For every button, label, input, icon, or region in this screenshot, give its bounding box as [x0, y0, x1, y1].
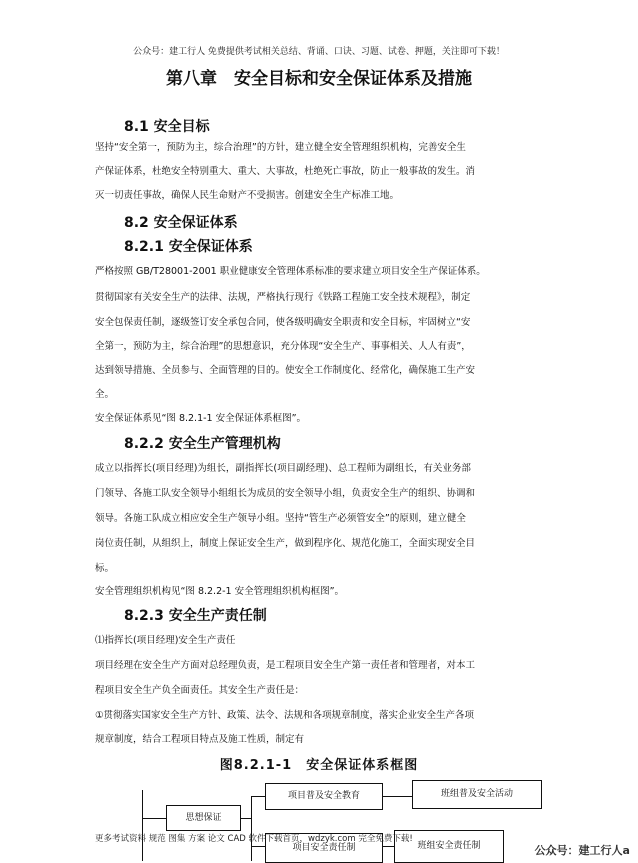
s822-line-1: 成立以指挥长(项目经理)为组长，副指挥长(项目副经理)、总工程师为副组长，有关业务部 [95, 463, 471, 474]
section-8-2-1-heading: 8.2.1 安全保证体系 [124, 239, 253, 255]
box-project-safety-education: 项目普及安全教育 [265, 783, 383, 810]
s822-line-4: 岗位责任制，从组织上，制度上保证安全生产，做到程序化、规范化施工，全面实现安全目 [95, 538, 476, 549]
s822-figure-ref: 安全管理组织机构见“图 8.2.2-1 安全管理组织机构框图”。 [95, 586, 345, 597]
section-8-2-heading: 8.2 安全保证体系 [124, 215, 238, 231]
s823-line-1: 项目经理在安全生产方面对总经理负责，是工程项目安全生产第一责任者和管理者，对本工 [95, 660, 476, 671]
chapter-title: 第八章 安全目标和安全保证体系及措施 [166, 69, 472, 89]
section-8-1-heading: 8.1 安全目标 [124, 119, 210, 135]
diagram-hline-edu-team [383, 796, 413, 797]
section-8-2-3-heading: 8.2.3 安全生产责任制 [124, 608, 267, 624]
figure-title: 图8.2.1-1 安全保证体系框图 [219, 758, 419, 773]
s823-item-1: ⑴指挥长(项目经理)安全生产责任 [95, 635, 236, 646]
s821-line-6: 全。 [95, 389, 115, 400]
diagram-vline-left [142, 790, 143, 861]
diagram-hline-left [142, 818, 167, 819]
s821-line-4: 全第一，预防为主，综合治理”的思想意识，充分体现“安全生产、事事相关、人人有责”， [95, 341, 471, 352]
watermark: 公众号：建工行人a [534, 844, 630, 857]
footer-download-note: 更多考试资料 规范 图集 方案 论文 CAD 软件下载首页，wdzyk.com 完全免费下载! [95, 834, 413, 844]
s822-line-2: 门领导、各施工队安全领导小组组长为成员的安全领导小组，负责安全生产的组织、协调和 [95, 488, 476, 499]
section-8-2-2-heading: 8.2.2 安全生产管理机构 [124, 436, 281, 452]
s822-line-5: 标。 [95, 563, 115, 574]
s823-line-2: 程项目安全生产负全面责任。其安全生产责任是： [95, 685, 305, 696]
header-note: 公众号：建工行人 免费提供考试相关总结、背诵、口诀、习题、试卷、押题，关注即可下载！ [133, 47, 505, 57]
s821-line-2: 贯彻国家有关安全生产的法律、法规，严格执行现行《铁路工程施工安全技术规程》，制定 [95, 292, 471, 303]
s822-line-3: 领导。各施工队成立相应安全生产领导小组。坚持“管生产必须管安全”的原则，建立健全 [95, 513, 466, 524]
s821-figure-ref: 安全保证体系见“图 8.2.1-1 安全保证体系框图”。 [95, 413, 307, 424]
box-team-safety-activity: 班组普及安全活动 [412, 780, 542, 809]
s823-duty-line-1: ①贯彻落实国家安全生产方针、政策、法令、法规和各项规章制度，落实企业安全生产各项 [95, 710, 475, 721]
s823-duty-line-2: 规章制度，结合工程项目特点及施工性质，制定有 [95, 734, 305, 745]
diagram-vline-mid [251, 796, 252, 861]
s81-line-2: 产保证体系，杜绝安全特别重大、重大、大事故，杜绝死亡事故，防止一般事故的发生。消 [95, 166, 476, 177]
s821-line-5: 达到领导措施、全员参与、全面管理的目的。使安全工作制度化、经常化，确保施工生产安 [95, 365, 476, 376]
box-project-safety-responsibility: 项目安全责任制 [265, 833, 383, 863]
diagram-hline-edu [251, 796, 266, 797]
box-team-safety-responsibility: 班组安全责任制 [394, 830, 504, 863]
box-thought-guarantee: 思想保证 [166, 805, 241, 831]
s821-line-3: 安全包保责任制，逐级签订安全承包合同，使各级明确安全职责和安全目标，牢固树立“安 [95, 317, 471, 328]
diagram-hline-resp [251, 846, 266, 847]
s821-line-1: 严格按照 GB/T28001-2001 职业健康安全管理体系标准的要求建立项目安全生产保证体系。 [95, 266, 486, 277]
diagram-hline-mid [241, 818, 251, 819]
s81-line-1: 坚持“安全第一，预防为主，综合治理”的方针，建立健全安全管理组织机构，完善安全生 [95, 142, 466, 153]
s81-line-3: 灭一切责任事故，确保人民生命财产不受损害。创建安全生产标准工地。 [95, 190, 400, 201]
